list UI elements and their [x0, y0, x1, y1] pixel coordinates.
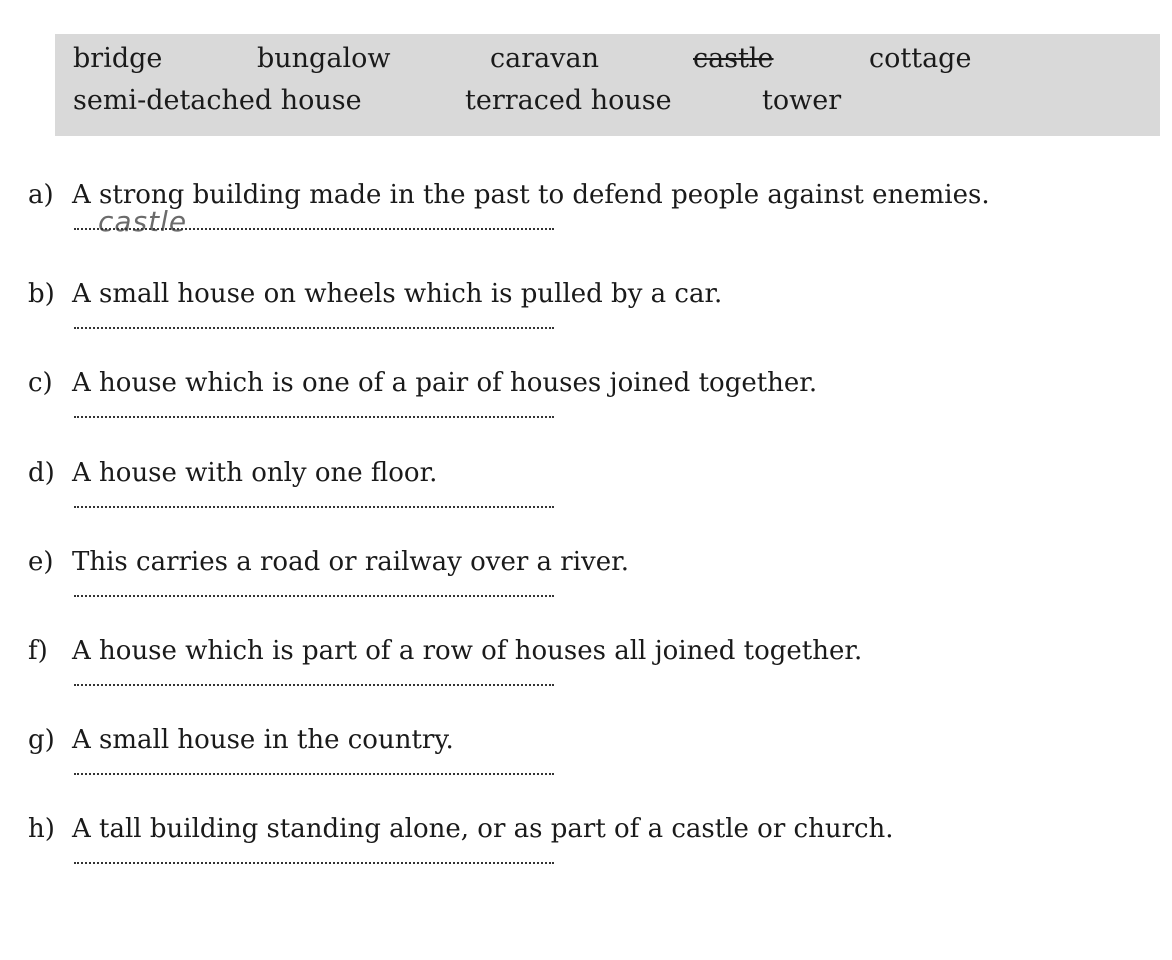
answer-line[interactable]	[74, 678, 554, 686]
question-text: A strong building made in the past to defend people against enemies.	[72, 180, 990, 210]
answer-line[interactable]	[74, 767, 554, 775]
word-bridge: bridge	[73, 43, 163, 74]
question-letter: f)	[28, 636, 48, 666]
question-text: A small house in the country.	[72, 725, 454, 755]
word-bungalow: bungalow	[257, 43, 391, 74]
word-semi-detached-house: semi-detached house	[73, 85, 362, 116]
answer-line[interactable]	[74, 500, 554, 508]
question-letter: d)	[28, 458, 55, 488]
handwritten-answer: castle	[98, 205, 188, 238]
question-letter: b)	[28, 279, 55, 309]
question-text: This carries a road or railway over a river.	[72, 547, 629, 577]
answer-line[interactable]	[74, 222, 554, 230]
answer-line[interactable]	[74, 856, 554, 864]
question-text: A small house on wheels which is pulled by a car.	[72, 279, 723, 309]
question-letter: e)	[28, 547, 54, 577]
question-letter: c)	[28, 368, 53, 398]
word-box	[55, 34, 1160, 136]
answer-line[interactable]	[74, 589, 554, 597]
question-letter: h)	[28, 814, 55, 844]
word-terraced-house: terraced house	[465, 85, 672, 116]
question-text: A house with only one floor.	[72, 458, 438, 488]
question-text: A house which is part of a row of houses all joined together.	[72, 636, 863, 666]
word-tower: tower	[762, 85, 842, 116]
question-text: A tall building standing alone, or as part of a castle or church.	[72, 814, 894, 844]
answer-line[interactable]	[74, 321, 554, 329]
word-caravan: caravan	[490, 43, 599, 74]
word-cottage: cottage	[869, 43, 972, 74]
question-letter: a)	[28, 180, 54, 210]
word-castle-crossed-out: castle	[693, 43, 774, 74]
answer-line[interactable]	[74, 410, 554, 418]
question-text: A house which is one of a pair of houses joined together.	[72, 368, 818, 398]
question-letter: g)	[28, 725, 55, 755]
